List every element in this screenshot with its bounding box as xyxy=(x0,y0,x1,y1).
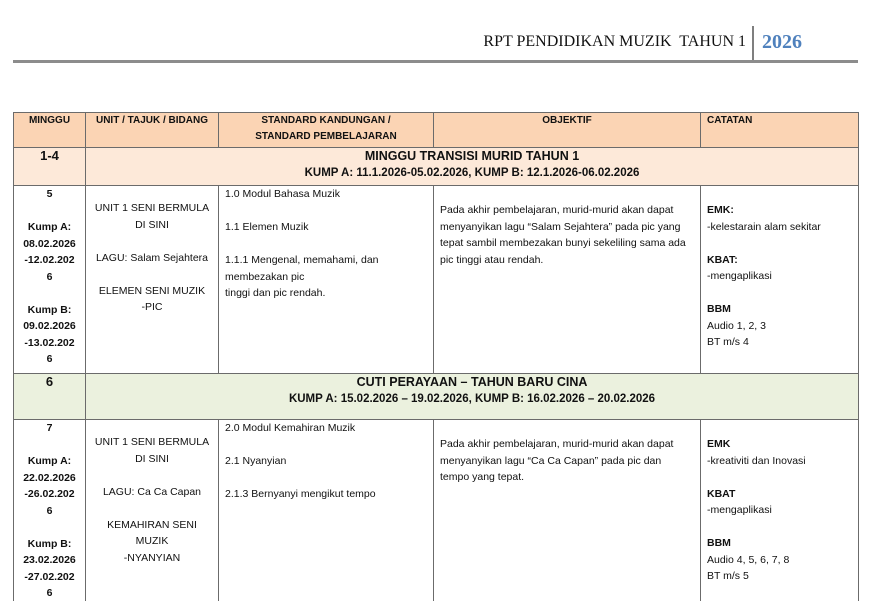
document-title: RPT PENDIDIKAN MUZIK TAHUN 1 xyxy=(483,33,746,50)
band-title: CUTI PERAYAAN – TAHUN BARU CINA xyxy=(356,375,588,389)
band-week: 1-4 xyxy=(14,148,86,186)
kump-a-label: Kump A: xyxy=(27,221,72,233)
unit-title: UNIT 1 SENI BERMULA xyxy=(94,202,210,214)
document-header xyxy=(13,24,858,62)
kump-a-date: 22.02.2026 xyxy=(23,471,76,484)
kump-a-date-end: -12.02.202 xyxy=(24,254,75,266)
standard-pembelajaran-l3: tinggi dan pic rendah. xyxy=(225,287,326,299)
bbm-label: BBM xyxy=(707,537,731,549)
kbat-label: KBAT xyxy=(707,487,736,500)
kump-b-date-end-wrap: 6 xyxy=(46,353,53,365)
col-header-objektif: OBJEKTIF xyxy=(434,113,701,148)
band-row-cuti xyxy=(14,374,859,420)
unit-cell xyxy=(86,420,219,601)
band-title: MINGGU TRANSISI MURID TAHUN 1 xyxy=(364,149,580,163)
standard-cell xyxy=(219,420,434,601)
emk-value: -kelestarain alam sekitar xyxy=(707,220,821,233)
document-year: 2026 xyxy=(762,31,802,53)
col-header-unit: UNIT / TAJUK / BIDANG xyxy=(86,113,219,148)
kump-a-date-end: -26.02.202 xyxy=(24,488,75,500)
kump-a-date-end-wrap: 6 xyxy=(46,270,53,283)
band-content xyxy=(86,374,859,420)
kump-b-date-end-wrap: 6 xyxy=(46,587,53,599)
table-row xyxy=(14,420,859,601)
objektif-l1: Pada akhir pembelajaran, murid-murid akan dapat xyxy=(440,438,674,450)
emk-label: EMK xyxy=(707,438,731,450)
bidang-sub: -PIC xyxy=(141,301,163,313)
kbat-value: -mengaplikasi xyxy=(707,504,772,516)
week-cell xyxy=(14,420,86,601)
col-header-minggu: MINGGU xyxy=(14,113,86,148)
kump-b-date: 09.02.2026 xyxy=(23,320,76,332)
kump-b-date-end: -13.02.202 xyxy=(24,336,75,349)
standard-pembelajaran: 1.1.1 Mengenal, memahami, dan xyxy=(225,254,379,266)
objektif-l2: menyanyikan lagu “Salam Sejahtera” pada pic yang xyxy=(440,220,681,233)
band-week: 6 xyxy=(14,374,86,420)
bidang: ELEMEN SENI MUZIK xyxy=(98,284,206,297)
objektif-l2: menyanyikan lagu “Ca Ca Capan” pada pic dan xyxy=(440,454,662,467)
header-divider xyxy=(752,26,754,60)
kbat-label: KBAT: xyxy=(707,253,738,266)
objektif-l3: tepat sambil membezakan bunyi sekeliling sama ada xyxy=(440,237,686,249)
unit-title: UNIT 1 SENI BERMULA xyxy=(94,436,210,448)
kump-b-label: Kump B: xyxy=(27,537,72,550)
bbm-value-1: Audio 4, 5, 6, 7, 8 xyxy=(707,553,790,566)
standard-sub: 1.1 Elemen Muzik xyxy=(225,221,309,233)
objektif-l4: pic tinggi atau rendah. xyxy=(440,253,544,266)
emk-value: -kreativiti dan Inovasi xyxy=(707,454,806,467)
col-header-standard-kandungan: STANDARD KANDUNGAN / xyxy=(261,115,391,126)
table-row xyxy=(14,186,859,374)
bbm-value-2: BT m/s 5 xyxy=(707,570,749,582)
objektif-cell xyxy=(434,186,701,374)
band-content xyxy=(86,148,859,186)
bbm-value-1: Audio 1, 2, 3 xyxy=(707,319,766,332)
unit-title-cont: DI SINI xyxy=(135,218,169,231)
col-header-standard xyxy=(219,113,434,148)
catatan-cell xyxy=(701,186,859,374)
kbat-value: -mengaplikasi xyxy=(707,270,772,282)
kump-a-label: Kump A: xyxy=(27,455,72,467)
emk-label: EMK: xyxy=(707,204,734,216)
bbm-label: BBM xyxy=(707,303,731,315)
bbm-value-2: BT m/s 4 xyxy=(707,336,749,348)
kump-b-date-end: -27.02.202 xyxy=(24,570,75,583)
standard-pembelajaran-l2: membezakan pic xyxy=(225,270,305,283)
unit-cell xyxy=(86,186,219,374)
standard-pembelajaran: 2.1.3 Bernyanyi mengikut tempo xyxy=(225,488,376,500)
standard-kandungan: 1.0 Modul Bahasa Muzik xyxy=(225,188,340,200)
lagu: LAGU: Ca Ca Capan xyxy=(102,485,202,498)
catatan-cell xyxy=(701,420,859,601)
band-row-transisi xyxy=(14,148,859,186)
unit-title-cont: DI SINI xyxy=(135,452,169,465)
week-cell xyxy=(14,186,86,374)
lagu: LAGU: Salam Sejahtera xyxy=(95,251,209,264)
objektif-cell xyxy=(434,420,701,601)
kump-a-date-end-wrap: 6 xyxy=(46,504,53,517)
week-number: 5 xyxy=(46,188,53,200)
lesson-plan-table xyxy=(13,112,859,601)
kump-b-label: Kump B: xyxy=(27,303,72,316)
bidang-sub: -NYANYIAN xyxy=(123,551,181,564)
standard-sub: 2.1 Nyanyian xyxy=(225,455,287,467)
bidang: KEMAHIRAN SENI MUZIK xyxy=(107,518,197,547)
objektif-l1: Pada akhir pembelajaran, murid-murid akan dapat xyxy=(440,204,674,216)
kump-b-date: 23.02.2026 xyxy=(23,554,76,566)
kump-a-date: 08.02.2026 xyxy=(23,237,76,250)
standard-cell xyxy=(219,186,434,374)
standard-kandungan: 2.0 Modul Kemahiran Muzik xyxy=(225,422,356,434)
header-rule xyxy=(13,60,858,63)
week-number: 7 xyxy=(46,422,53,434)
table-header-row xyxy=(14,113,859,148)
col-header-standard-pembelajaran: STANDARD PEMBELAJARAN xyxy=(255,131,397,142)
objektif-l3: tempo yang tepat. xyxy=(440,471,525,483)
band-subtitle: KUMP A: 15.02.2026 – 19.02.2026, KUMP B: 16.02.2026 – 20.02.2026 xyxy=(288,393,656,405)
col-header-catatan: CATATAN xyxy=(701,113,859,148)
band-subtitle: KUMP A: 11.1.2026-05.02.2026, KUMP B: 12.1.2026-06.02.2026 xyxy=(304,167,640,179)
